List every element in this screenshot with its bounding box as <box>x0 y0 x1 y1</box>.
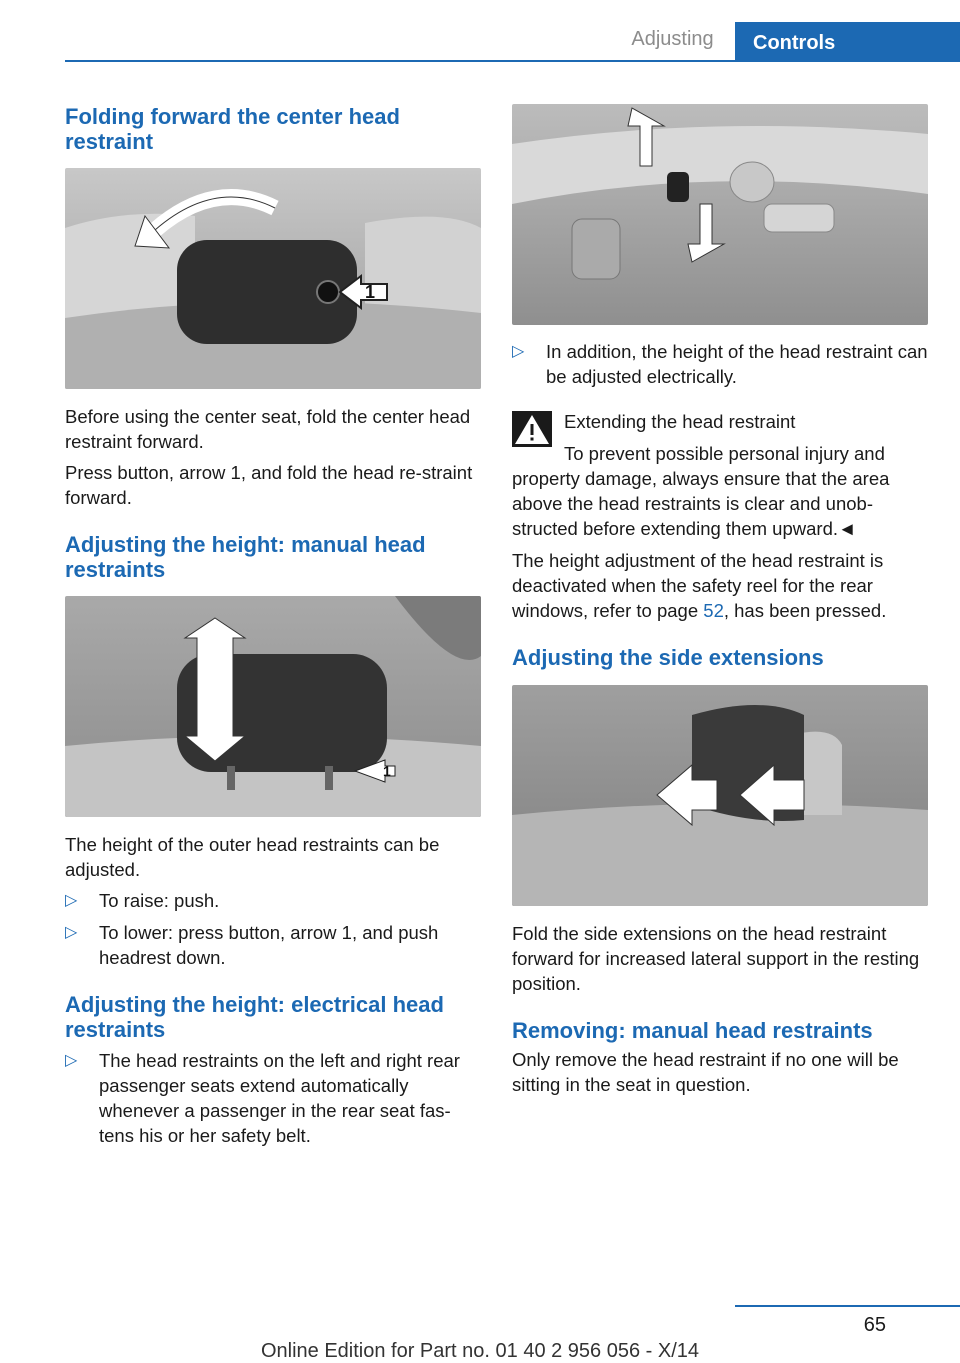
warning-box <box>512 409 928 541</box>
image1-label: 1 <box>365 282 376 302</box>
paragraph-before-center-seat: Before using the center seat, fold the center head restraint forward. <box>65 406 471 452</box>
photo-center-head-restraint <box>65 168 481 389</box>
footer-edition: Online Edition for Part no. 01 40 2 956 056 - X/14 <box>260 1340 700 1362</box>
bullet-triangle-icon: ▷ <box>512 343 525 360</box>
header-rule <box>65 60 960 62</box>
heading-side-extensions: Adjusting the side extensions <box>512 645 824 670</box>
list-item-electric-adjust: ▷ In addition, the height of the head restraint can be adjusted electrically. <box>512 341 928 387</box>
warning-title: Extending the head restraint <box>564 411 796 432</box>
warning-triangle-icon <box>512 411 552 447</box>
header-section-label: Adjusting <box>631 28 714 50</box>
photo-side-extensions <box>512 685 928 906</box>
paragraph-height-deactivated: The height adjustment of the head restraint is deactivated when the safety reel for the rear windows, refer to page 52, has been pressed. <box>512 550 887 621</box>
paragraph-fold-side-extensions: Fold the side extensions on the head restraint forward for increased lateral support in the resting position. <box>512 923 920 994</box>
page-link-52[interactable]: 52 <box>703 600 724 621</box>
photo-electric-head-restraint-switch <box>512 104 928 325</box>
warning-body: property damage, always ensure that the area above the head restraints is clear and unob-structed before extending them upward.◄ <box>512 468 890 539</box>
list-item-auto-extend: ▷ The head restraints on the left and right rear passenger seats extend automatically whenever a passenger in the rear seat fas-tens his or her safety belt. <box>65 1050 460 1146</box>
heading-manual-head-restraints: Adjusting the height: manual head restraints <box>65 532 426 582</box>
header-chapter-tab: Controls <box>735 22 960 60</box>
bullet-triangle-icon: ▷ <box>65 924 78 941</box>
image2-label: 1 <box>383 763 391 779</box>
footer-rule <box>735 1305 960 1307</box>
heading-removing-manual-restraints: Removing: manual head restraints <box>512 1018 873 1043</box>
paragraph-outer-restraints-height: The height of the outer head restraints can be adjusted. <box>65 834 440 880</box>
paragraph-remove-restraint: Only remove the head restraint if no one will be sitting in the seat in question. <box>512 1049 899 1095</box>
right-column <box>512 104 928 1097</box>
bullet-triangle-icon: ▷ <box>65 892 78 909</box>
heading-electrical-head-restraints: Adjusting the height: electrical head restraints <box>65 992 444 1042</box>
photo-manual-head-restraint <box>65 596 481 817</box>
bullet-triangle-icon: ▷ <box>65 1052 78 1069</box>
left-column <box>65 104 481 1148</box>
heading-folding-center-restraint: Folding forward the center head restraint <box>65 104 400 154</box>
warning-line1: To prevent possible personal injury and <box>564 443 885 464</box>
paragraph-press-button: Press button, arrow 1, and fold the head re-straint forward. <box>65 462 473 508</box>
list-item-raise: ▷ To raise: push. <box>65 890 220 911</box>
page-number: 65 <box>863 1314 886 1336</box>
list-item-lower: ▷ To lower: press button, arrow 1, and push headrest down. <box>65 922 439 968</box>
